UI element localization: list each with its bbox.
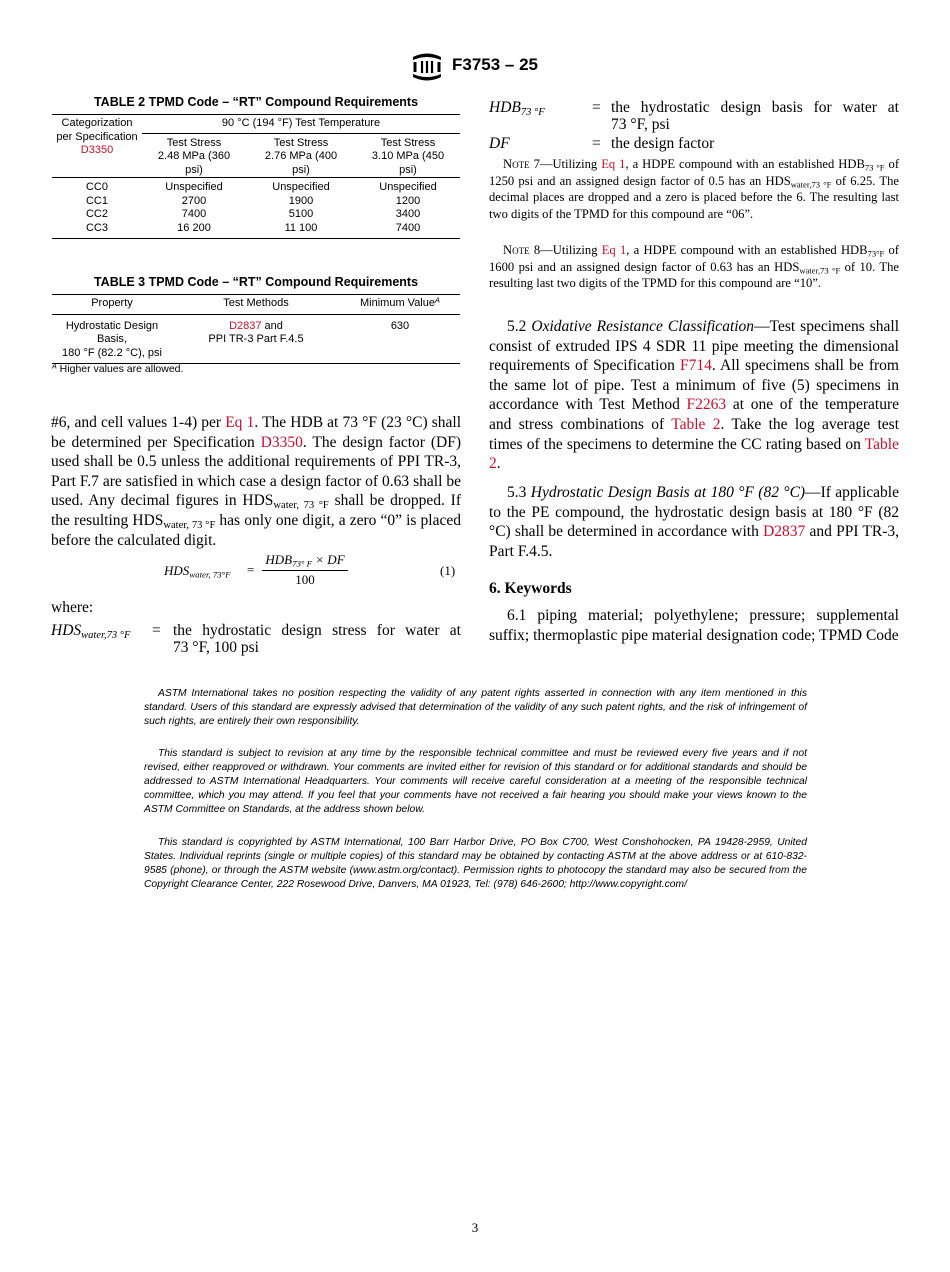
table2-stress-header-1: Test Stress 2.48 MPa (360 psi)	[157, 136, 231, 176]
table3-methods: D2837 and PPI TR-3 Part F.4.5	[208, 319, 304, 345]
def-hdb-term: $HDB_{73 ^\circ F}$	[489, 99, 545, 119]
link-f2263[interactable]: F2263	[686, 396, 727, 414]
link-table2-b[interactable]: Table 2	[489, 435, 899, 473]
definition-hds	[51, 622, 461, 662]
section-6-heading: 6. Keywords	[489, 580, 572, 597]
table2-stress-header-3: Test Stress 3.10 MPa (450 psi)	[371, 136, 445, 176]
table3-footnote: $^A$ Higher values are allowed.	[52, 362, 184, 375]
link-d3350[interactable]: D3350	[260, 433, 303, 451]
def-hds-text1: the hydrostatic design stress for water at	[173, 622, 461, 639]
table3-header-property: Property	[91, 297, 133, 309]
table3-caption: TABLE 3 TPMD Code – “RT” Compound Requirements	[93, 275, 419, 289]
def-hds-eq: =	[152, 622, 161, 639]
table3-header-min: Minimum Value$^A$	[360, 295, 440, 309]
def-df-eq: =	[592, 135, 601, 152]
section-5-2: 5.2 Oxidative Resistance Classification—Test specimens shall consist of extruded IPS 4 SDR 11 pipe meeting the dimensional requirements of Specification F714. All specimens shall be from the same lot of pipe. Test a minimum of five (5) specimens in accordance with Test Method F2263 at one of the temperature and stress combinations of Table 2. Take the log average test times of the specimens to determine the CC rating based on Table 2.	[489, 318, 900, 473]
table2-cat-header-l1: Categorization	[61, 117, 133, 129]
section-5-3: 5.3 Hydrostatic Design Basis at 180 °F (82 °C)—If applicable to the PE compound, the hydrostatic design basis at 180 °F (82 °C) shall be determined in accordance with D2837 and PPI TR-3, Part F.4.5.	[489, 484, 899, 560]
def-hds-term: $HDS_{water,73 ^\circ F}$	[51, 622, 131, 642]
designation-title: F3753 – 25	[452, 55, 539, 74]
table2-caption: TABLE 2 TPMD Code – “RT” Compound Requirements	[93, 95, 419, 109]
left-paragraph: #6, and cell values 1-4) per Eq 1. The HDB at 73 °F (23 °C) shall be determined per Specification D3350. The design factor (DF) used shall be 0.5 unless the additional requirements of PPI TR-3, Part F.7 are satisfied in which case a design factor of 0.63 shall be used. Any decimal figures in $HDS_{water, 73 ^\circ F}$ shall be dropped. If the resulting $HDS_{water, 73 ^\circ F}$ has only one digit, a zero “0” is placed before the calculated digit.	[51, 414, 462, 549]
link-d2837[interactable]: D2837	[763, 523, 806, 541]
def-hdb-eq: =	[592, 99, 601, 116]
where-label: where:	[51, 599, 94, 616]
astm-logo	[410, 52, 444, 82]
def-df-term: DF	[489, 135, 510, 152]
page-header	[0, 52, 950, 82]
eq-denominator: 100	[295, 572, 315, 587]
eq-numerator: $HDB_{73^\circ F}$ × DF	[265, 552, 345, 569]
table-row: CC1 2700 1900 1200	[85, 194, 421, 207]
footer-patent-notice: ASTM International takes no position respecting the validity of any patent rights asserted in connection with any item mentioned in this standard. Users of this standard are expressly advised that determination of the validity of any such patent rights, and the risk of infringement of such rights, are entirely their own responsibility.	[144, 688, 807, 727]
link-d2837-table[interactable]: D2837	[229, 319, 262, 332]
definition-hdb	[489, 99, 899, 135]
link-d3350-table[interactable]: D3350	[80, 144, 114, 156]
table3	[52, 294, 460, 364]
eq-equals: =	[247, 562, 255, 577]
note-7: Note 7—Utilizing Eq 1, a HDPE compound with an established $HDB_{73 ^\circ F}$ of 1250 psi and an assigned design factor of 0.5 has an $HDS_{water,73 ^\circ F}$ of 6.25. The decimal places are dropped and a zero is placed before the 6. The resulting last two digits of the TPMD for this compound are “06”.	[489, 157, 900, 221]
table-row	[52, 314, 460, 364]
def-hdb-text1: the hydrostatic design basis for water at	[611, 99, 899, 116]
link-eq1[interactable]: Eq 1	[225, 414, 255, 431]
table2-temp-header: 90 °C (194 °F) Test Temperature	[142, 115, 460, 134]
link-table2-a[interactable]: Table 2	[671, 415, 721, 433]
footer-revision-notice: This standard is subject to revision at any time by the responsible technical committee and must be reviewed every five years and if not revised, either reapproved or withdrawn. Your comments are invited either for revision of this standard or for additional standards and should be addressed to ASTM International Headquarters. Your comments will receive careful consideration at a meeting of the responsible technical committee, which you may attend. If you feel that your comments have not received a fair hearing you should make your views known to the ASTM Committee on Standards, at the address shown below.	[144, 748, 807, 815]
eq-lhs: $HDS_{water, 73^\circ F}$	[164, 563, 231, 580]
table2-stress-header-2: Test Stress 2.76 MPa (400 psi)	[264, 136, 338, 176]
table3-min-value: 630	[390, 319, 410, 332]
def-hds-text2: 73 °F, 100 psi	[173, 639, 259, 656]
def-df-text: the design factor	[611, 135, 715, 152]
table2-cat-header-l2: per Specification	[56, 130, 138, 143]
link-eq1-note8[interactable]: Eq 1	[601, 243, 627, 257]
link-f714[interactable]: F714	[680, 357, 712, 375]
table-row: CC3 16 200 11 100 7400	[52, 222, 460, 239]
page-number: 3	[471, 1220, 479, 1235]
footer-copyright-notice: This standard is copyrighted by ASTM International, 100 Barr Harbor Drive, PO Box C700, West Conshohocken, PA 19428-2959, United States. Individual reprints (single or multiple copies) of this standard may be obtained by contacting ASTM at the above address or at 610-832-9585 (phone), or through the ASTM website (www.astm.org/contact). Permission rights to photocopy the standard may also be secured from the Copyright Clearance Center, 222 Rosewood Drive, Danvers, MA 01923, Tel: (978) 646-2600; http://www.copyright.com/	[144, 837, 807, 890]
note-8: Note 8—Utilizing Eq 1, a HDPE compound with an established $HDB_{73^\circ F}$ of 1600 psi and an assigned design factor of 0.63 has an $HDS_{water,73 ^\circ F}$ of 10. The resulting last two digits of the TPMD for this compound are “10”.	[489, 243, 899, 291]
table3-header-methods: Test Methods	[223, 297, 289, 309]
link-eq1-note7[interactable]: Eq 1	[601, 157, 626, 171]
equation-1	[52, 550, 462, 594]
table3-property: Hydrostatic Design Basis, 180 °F (82.2 °C), psi	[62, 319, 162, 359]
table2-cat-header	[52, 115, 142, 178]
table2	[52, 114, 460, 239]
table-row: CC2 7400 5100 3400	[85, 208, 421, 220]
table-row: CC0 Unspecified Unspecified Unspecified	[52, 178, 460, 195]
astm-logo-icon	[410, 52, 444, 82]
def-hdb-text2: 73 °F, psi	[611, 116, 670, 133]
eq-fraction-bar	[262, 570, 348, 571]
section-6-1: 6.1 piping material; polyethylene; pressure; supplemental suffix; thermoplastic pipe material designation code; TPMD Code	[489, 607, 899, 644]
eq-number: (1)	[440, 563, 456, 578]
definition-df	[489, 135, 899, 153]
